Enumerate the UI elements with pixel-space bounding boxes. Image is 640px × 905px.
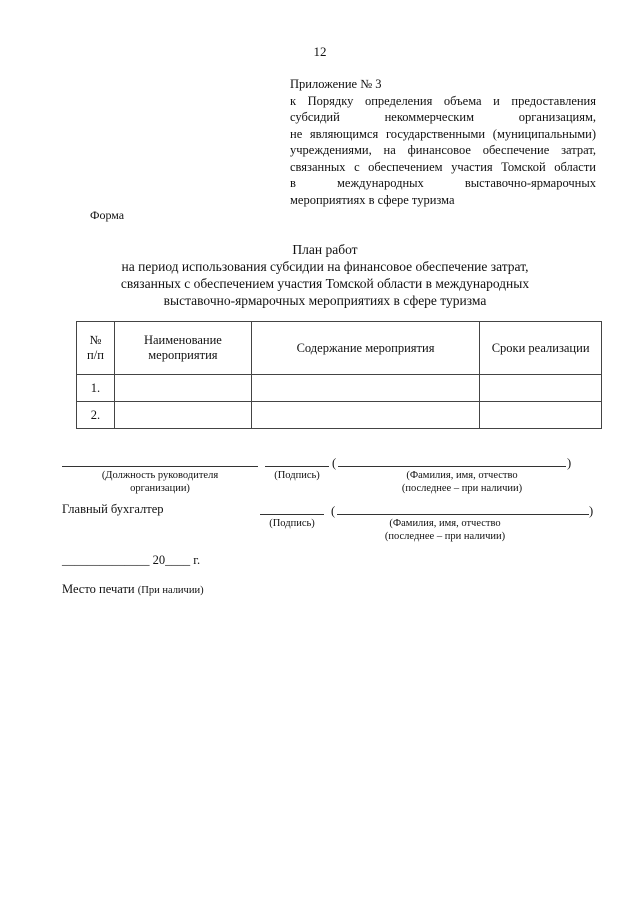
appendix-block	[290, 76, 596, 208]
appendix-line: субсидий некоммерческим организациям,	[290, 110, 596, 124]
open-paren: (	[332, 456, 337, 470]
accountant-fio-line[interactable]	[337, 514, 589, 515]
header-number: № п/п	[77, 322, 115, 375]
head-position-line[interactable]	[62, 466, 258, 467]
fio-caption: (Фамилия, имя, отчество (последнее – при наличии)	[384, 518, 506, 542]
table-cell[interactable]	[251, 402, 479, 429]
head-fio-line[interactable]	[338, 466, 566, 467]
fio-caption: (Фамилия, имя, отчество (последнее – при наличии)	[401, 470, 523, 494]
table-cell[interactable]	[251, 375, 479, 402]
accountant-signature-line[interactable]	[260, 514, 324, 515]
appendix-heading: Приложение № 3	[290, 77, 382, 91]
appendix-line: мероприятиях в сфере туризма	[290, 192, 455, 207]
stamp-place	[62, 582, 204, 597]
table-cell[interactable]	[114, 375, 251, 402]
chief-accountant-label: Главный бухгалтер	[62, 502, 164, 516]
appendix-line: учреждениями, на финансовое обеспечение затрат,	[290, 143, 596, 157]
title-line: План работ	[292, 242, 358, 257]
head-position-caption: (Должность руководителя организации)	[101, 470, 219, 494]
stamp-note: (При наличии)	[137, 585, 204, 596]
table-cell[interactable]: 1.	[77, 375, 115, 402]
head-signature-line[interactable]	[265, 466, 329, 467]
title-line: на период использования субсидии на финансовое обеспечение затрат,	[121, 259, 529, 274]
appendix-line: к Порядку определения объема и предоставления	[290, 93, 596, 108]
table-cell[interactable]	[480, 402, 602, 429]
date-line[interactable]: ______________ 20____ г.	[62, 553, 201, 567]
plan-table	[76, 321, 602, 429]
stamp-label: Место печати	[62, 582, 135, 596]
appendix-line: в международных выставочно-ярмарочных	[290, 176, 596, 190]
table-cell[interactable]: 2.	[77, 402, 115, 429]
close-paren: )	[589, 504, 594, 518]
header-deadlines: Сроки реализации	[480, 322, 602, 375]
table-header-row	[77, 322, 602, 375]
signature-caption: (Подпись)	[274, 470, 320, 481]
appendix-line: связанных с обеспечением участия Томской области	[290, 159, 596, 174]
signature-caption: (Подпись)	[269, 518, 315, 529]
page-number: 12	[313, 44, 327, 59]
table-row	[77, 375, 602, 402]
document-title	[70, 241, 580, 309]
table-cell[interactable]	[480, 375, 602, 402]
table-row	[77, 402, 602, 429]
appendix-line: не являющимся государственными (муниципальными)	[290, 126, 596, 141]
title-line: выставочно-ярмарочных мероприятиях в сфере туризма	[163, 293, 487, 308]
open-paren: (	[331, 504, 336, 518]
header-event-name: Наименование мероприятия	[114, 322, 251, 375]
title-line: связанных с обеспечением участия Томской области в международных	[120, 276, 530, 291]
close-paren: )	[567, 456, 572, 470]
table-cell[interactable]	[114, 402, 251, 429]
form-label: Форма	[90, 208, 125, 222]
header-event-content: Содержание мероприятия	[251, 322, 479, 375]
